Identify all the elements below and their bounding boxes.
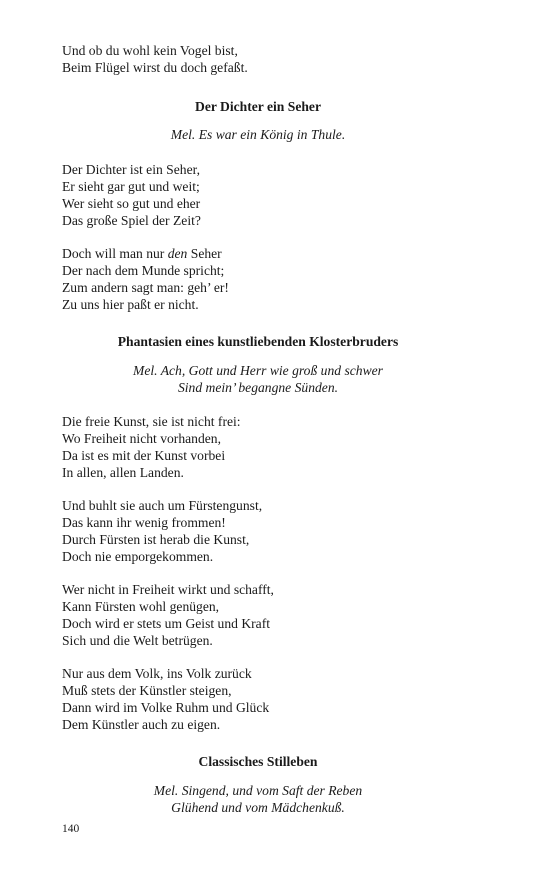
verse-line: Muß stets der Künstler steigen, bbox=[62, 683, 232, 698]
verse-line bbox=[62, 245, 222, 262]
emphasis-text: den bbox=[167, 246, 188, 261]
verse-line: Doch nie emporgekommen. bbox=[62, 549, 214, 564]
verse-line: Er sieht gar gut und weit; bbox=[62, 179, 200, 194]
verse-line: Nur aus dem Volk, ins Volk zurück bbox=[62, 666, 252, 681]
verse-line: Dann wird im Volke Ruhm und Glück bbox=[62, 700, 270, 715]
verse-text: Doch will man nur bbox=[62, 246, 168, 261]
verse-text: Seher bbox=[187, 246, 222, 261]
verse-line: Sich und die Welt betrügen. bbox=[62, 633, 213, 648]
verse-line: Durch Fürsten ist herab die Kunst, bbox=[62, 532, 250, 547]
verse-line: Kann Fürsten wohl genügen, bbox=[62, 599, 220, 614]
verse-line: In allen, allen Landen. bbox=[62, 465, 184, 480]
verse-line: Wo Freiheit nicht vorhanden, bbox=[62, 431, 221, 446]
poem-title: Phantasien eines kunstliebenden Klosterbruders bbox=[117, 334, 399, 349]
verse-line: Zum andern sagt man: geh’ er! bbox=[62, 280, 229, 295]
verse-line: Zu uns hier paßt er nicht. bbox=[62, 297, 199, 312]
melody-note: Glühend und vom Mädchenkuß. bbox=[171, 800, 345, 815]
page-number: 140 bbox=[62, 823, 80, 835]
verse-line: Das große Spiel der Zeit? bbox=[62, 213, 201, 228]
verse-line: Doch wird er stets um Geist und Kraft bbox=[62, 616, 271, 631]
verse-line: Wer sieht so gut und eher bbox=[62, 196, 201, 211]
poem-title: Classisches Stilleben bbox=[198, 754, 318, 769]
melody-note: Mel. Es war ein König in Thule. bbox=[170, 127, 346, 142]
verse-line: Und buhlt sie auch um Fürstengunst, bbox=[62, 498, 263, 513]
verse-line: Das kann ihr wenig frommen! bbox=[62, 515, 226, 530]
verse-line: Beim Flügel wirst du doch gefaßt. bbox=[62, 60, 248, 75]
verse-line: Der nach dem Munde spricht; bbox=[62, 263, 225, 278]
melody-note: Sind mein’ begangne Sünden. bbox=[177, 380, 339, 395]
verse-line: Der Dichter ist ein Seher, bbox=[62, 162, 200, 177]
verse-line: Da ist es mit der Kunst vorbei bbox=[62, 448, 226, 463]
verse-line: Dem Künstler auch zu eigen. bbox=[62, 717, 221, 732]
poem-title: Der Dichter ein Seher bbox=[195, 99, 321, 114]
verse-line: Wer nicht in Freiheit wirkt und schafft, bbox=[62, 582, 274, 597]
melody-note: Mel. Ach, Gott und Herr wie groß und schwer bbox=[133, 363, 383, 378]
verse-line: Und ob du wohl kein Vogel bist, bbox=[62, 43, 238, 58]
verse-line: Die freie Kunst, sie ist nicht frei: bbox=[62, 414, 241, 429]
melody-note: Mel. Singend, und vom Saft der Reben bbox=[153, 783, 363, 798]
